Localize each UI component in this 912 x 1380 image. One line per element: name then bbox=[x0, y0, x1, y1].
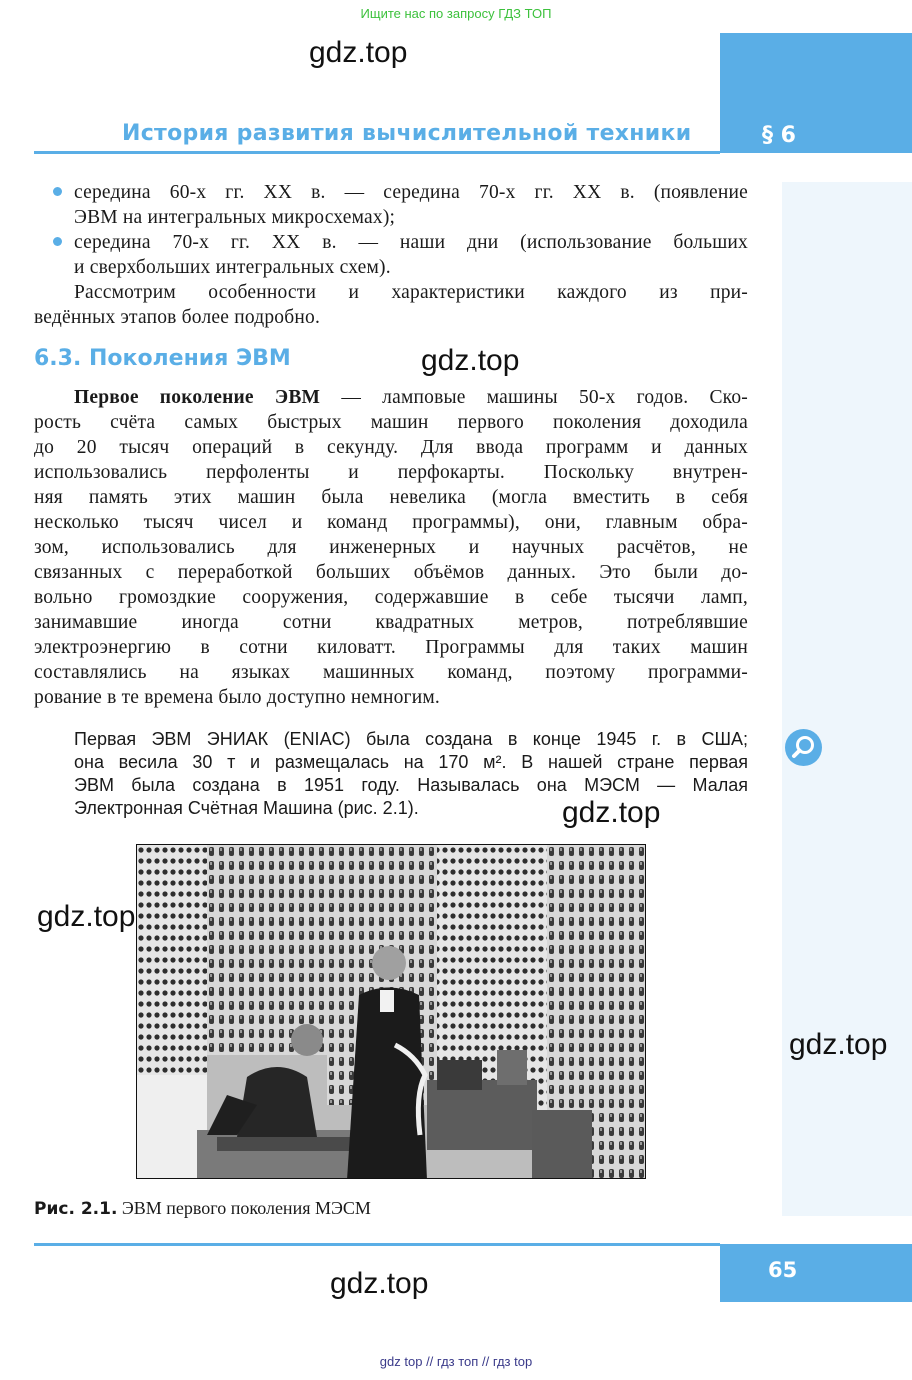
para1-line: рость счёта самых быстрых машин первого поколения доходила bbox=[34, 412, 748, 433]
para1-line: занимавшие иногда сотни квадратных метров, потреблявшие bbox=[34, 612, 748, 633]
intro-line-2: ведённых этапов более подробно. bbox=[34, 307, 321, 328]
para1-first-line-rest: — ламповые машины 50-х годов. Ско- bbox=[320, 387, 748, 408]
figure-caption-text: ЭВМ первого поколения МЭСМ bbox=[117, 1198, 371, 1218]
magnifier-icon[interactable] bbox=[785, 729, 822, 766]
watermark: gdz.top bbox=[421, 344, 520, 377]
bottom-link[interactable]: gdz top bbox=[379, 1354, 423, 1369]
figure-label: Рис. 2.1. bbox=[34, 1199, 118, 1219]
bullet-dot-icon bbox=[53, 187, 62, 196]
watermark: gdz.top bbox=[309, 36, 408, 69]
bullet-1-line-2: ЭВМ на интегральных микросхемах); bbox=[74, 207, 396, 228]
note-line: она весила 30 т и размещалась на 170 м². В нашей стране первая bbox=[74, 752, 748, 772]
para1-line: электроэнергию в сотни киловатт. Программы для таких машин bbox=[34, 637, 748, 658]
page-number: 65 bbox=[768, 1258, 798, 1282]
bullet-dot-icon bbox=[53, 237, 62, 246]
page-header-title: История развития вычислительной техники bbox=[122, 121, 692, 146]
bottom-link[interactable]: гдз top bbox=[492, 1354, 533, 1369]
section-heading: 6.3. Поколения ЭВМ bbox=[34, 346, 291, 371]
section-tab-label: § 6 bbox=[762, 123, 796, 148]
bottom-link-separator: // bbox=[481, 1354, 490, 1369]
note-line: Первая ЭВМ ЭНИАК (ENIAC) была создана в конце 1945 г. в США; bbox=[74, 729, 748, 749]
bottom-link[interactable]: гдз топ bbox=[436, 1354, 479, 1369]
section-tab-background bbox=[720, 33, 912, 153]
mesm-photo bbox=[136, 844, 646, 1179]
para1-line: няя память этих машин была невелика (могла вместить в себя bbox=[34, 487, 748, 508]
para1-line: зом, использовались для инженерных и научных расчётов, не bbox=[34, 537, 748, 558]
para1-line: составлялись на языках машинных команд, поэтому программи- bbox=[34, 662, 748, 683]
note-line: ЭВМ была создана в 1951 году. Называлась она МЭСМ — Малая bbox=[74, 775, 748, 795]
footer-divider bbox=[34, 1243, 720, 1246]
bottom-link-separator: // bbox=[426, 1354, 434, 1369]
para1-line: до 20 тысяч операций в секунду. Для ввода программ и данных bbox=[34, 437, 748, 458]
figure-caption bbox=[34, 1198, 371, 1219]
para1-first-line bbox=[74, 385, 748, 410]
bullet-2-line-1: середина 70-х гг. XX в. — наши дни (использование больших bbox=[74, 232, 748, 253]
watermark: gdz.top bbox=[37, 900, 136, 933]
bullet-1-line-1: середина 60-х гг. XX в. — середина 70-х гг. XX в. (появление bbox=[74, 182, 748, 203]
para1-line: вольно громоздкие сооружения, содержавшие в себе тысячи ламп, bbox=[34, 587, 748, 608]
watermark: gdz.top bbox=[562, 796, 661, 829]
watermark: gdz.top bbox=[789, 1028, 888, 1061]
bottom-links bbox=[0, 1354, 912, 1369]
top-search-banner[interactable]: Ищите нас по запросу ГДЗ ТОП bbox=[360, 6, 552, 21]
para1-line: несколько тысяч чисел и команд программы), они, главным обра- bbox=[34, 512, 748, 533]
mesm-photo-illustration bbox=[137, 845, 646, 1179]
para1-line: рование в те времена было доступно немногим. bbox=[34, 687, 440, 708]
watermark: gdz.top bbox=[330, 1267, 429, 1300]
bullet-2-line-2: и сверхбольших интегральных схем). bbox=[74, 257, 391, 278]
para1-lead-term: Первое поколение ЭВМ bbox=[74, 387, 321, 408]
page-number-tab bbox=[720, 1244, 912, 1302]
intro-line-1: Рассмотрим особенности и характеристики каждого из при- bbox=[74, 282, 748, 303]
note-line: Электронная Счётная Машина (рис. 2.1). bbox=[74, 798, 419, 818]
header-divider bbox=[34, 151, 720, 154]
para1-line: связанных с переработкой больших объёмов данных. Это были до- bbox=[34, 562, 748, 583]
para1-line: использовались перфоленты и перфокарты. Поскольку внутрен- bbox=[34, 462, 748, 483]
